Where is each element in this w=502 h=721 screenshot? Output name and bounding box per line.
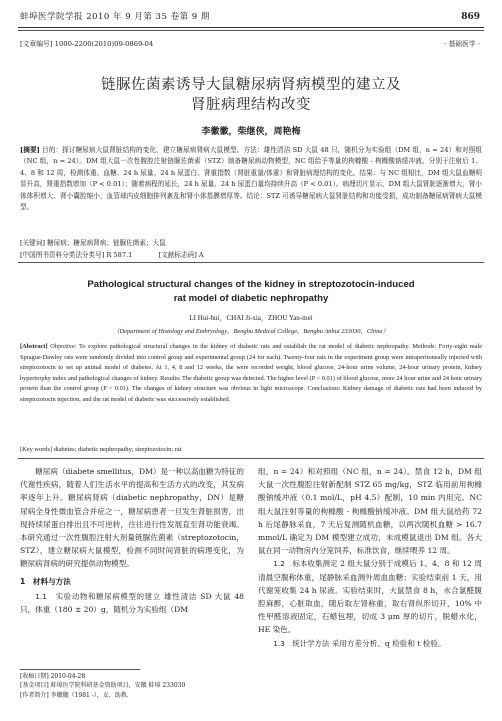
subsection-1-2 <box>258 557 482 636</box>
subsection-1-2-heading: 1.2 标本收集测定 <box>273 559 338 569</box>
subsection-1-1 <box>20 590 244 616</box>
footnote-author: [作者简介] 李徽徽（1981 -），女，助教. <box>20 691 129 699</box>
running-head: 蚌埠医学院学报 2010 年 9 月第 35 卷第 9 期 <box>20 12 210 22</box>
methods-paragraph: 组，n = 24）和对照组（NC 组，n = 24）。禁食 12 h，DM 组大鼠一次性腹腔注射新配制 STZ 65 mg/kg，STZ 临用前用枸橼酸钠缓冲液（0.1 mol/L，pH 4.5）配制，10 min 内用完。NC 组大鼠注射等量的枸橼酸 - 枸橼酸钠缓冲液。DM 组大鼠给药 72 h 后尾静脉采血，7 天后复测随机血糖，以两次随机血糖 > 16.7 mmol/L 确定为 DM 模型建立成功，未成模鼠退出 DM 组。各大鼠在同一动物房内分笼饲养，标准饮食，继续喂养 12 周。 <box>258 467 482 556</box>
footnote-fund: [基金项目] 蚌埠医学院科研基金资助项目，安徽 蚌埠 233030 <box>20 682 186 690</box>
affiliation-en: （Department of Histology and Embryology，Bengbu Medical College，Bengbu Anhui 233030，China） <box>113 328 389 335</box>
classification-zh: [中国图书资料分类法分类号] R 587.1 [文献标志码] A <box>20 251 204 259</box>
keywords-en: [Key words] diabetes; diabetic nephropathy; streptozotocin; rat <box>20 446 182 453</box>
abstract-en <box>20 342 482 406</box>
article-id: [文章编号] 1000-2200(2010)09-0869-04 <box>20 40 154 48</box>
section-heading: 1 材料与方法 <box>20 576 71 586</box>
subsection-1-1-heading: 1.1 实验动物和糖尿病模型的建立 <box>35 591 161 601</box>
abstract-zh <box>20 145 482 213</box>
title-en-line1: Pathological structural changes of the kidney in streptozotocin-induced <box>87 279 415 290</box>
body-rule <box>18 458 484 459</box>
section-rule <box>18 262 484 263</box>
subsection-1-3 <box>258 637 482 650</box>
footnotes <box>20 672 250 700</box>
keywords-zh: [关键词] 糖尿病；糖尿病肾病；链脲佐菌素；大鼠 <box>20 239 166 247</box>
header-rule <box>18 27 484 28</box>
footnote-received: [收稿日期] 2010-04-28 <box>20 673 86 680</box>
page-number: 869 <box>461 12 480 22</box>
authors-en: LI Hui-hui，CHAI Ji-xia，ZHOU Yan-mei <box>189 314 313 322</box>
intro-paragraph: 糖尿病（diabete smellitus，DM）是一种以高血糖为特征的代谢性疾病，随着人们生活水平的提高和生活方式的改变，其发病率逐年上升。糖尿病肾病（diabetic nephropathy，DN）是糖尿病全身性微血管合并症之一，糖尿病患者一旦发生肾脏损害，出现持续尿蛋白排出且不可逆转，往往进行性发展直至肾功能衰竭。本研究通过一次性腹腔注射大剂量链脲佐菌素（streptozotocin，STZ），建立糖尿病大鼠模型，检测不同时间肾脏的病理变化，为糖尿病肾病的研究提供动物模型。 <box>20 467 244 569</box>
subsection-1-3-heading: 1.3 统计学方法 <box>273 638 330 648</box>
title-en-line2: rat model of diabetic nephropathy <box>173 293 329 304</box>
abstract-zh-text: 目的：探讨糖尿病大鼠肾脏结构的变化，建立糖尿病肾病大鼠模型。方法：雄性清洁 SD 大鼠 48 只，随机分为实验组（DM 组，n = 24）和对照组（NC 组，n = 24）。DM 组大鼠一次性腹腔注射链脲佐菌素（STZ）制备糖尿病动物模型，NC 组给予等量的枸橼酸 - 枸橼酸钠缓冲液。分别于注射后 1、4、8 和 12 周，检测体重、血糖、24 h 尿量、24 h 尿蛋白、肾重指数（肾脏重量/体重）和肾脏病理结构的变化。结果：与 NC 组相比，DM 组大鼠血糖明显升高，肾重指数增加（P < 0.01）；随着病程的延长，24 h 尿量、24 h 尿蛋白量均持续升高（P < 0.01）。病理切片显示，DM 组大鼠肾脏逐渐增大，肾小体体积增大、肾小囊腔缩小，血管球内皮细胞排列紊乱和肾小体基膜增厚等。结论：STZ 可诱导糖尿病大鼠肾脏结构和功能受损，成功制备糖尿病肾病大鼠模型。 <box>20 146 482 212</box>
footnote-rule <box>20 669 140 670</box>
abstract-en-text: Objective: To explore pathological structural changes in the kidney of diabetic rats and establish the rat model of diabetic nephropathy. Methods: Forty-eight male Sprague-Dawley rats were randomly divided into control group and experimental group (24 for each). Twenty-four rats in the experiment group were intraperitoneally injected with streptozotocin to set up animal model of diabetes. At 1, 4, 8 and 12 weeks, the were recorded weight, blood glucose, 24-hour urine volume, 24-hour urinary protein, kidney hypertrophy index and pathological changes of kidney. Results: The diabetic group was detected. The higher level (P < 0.01) of blood glucose, more 24 hour urine and 24 hour urinary protein than the control group (P < 0.01). The changes of kidney structure was obvious in light microscope. Conclusions: Kidney damage of diabetic rats had been induced by streptozotocin injection, and the rat model of diabetic was successively established. <box>20 343 482 403</box>
authors-zh: 李徽徽，柴继侠，周艳梅 <box>201 127 301 137</box>
column-label: · 基础医学 · <box>444 40 480 48</box>
subsection-1-3-text: 采用方差分析、q 检验和 t 检验。 <box>331 638 446 648</box>
header-rule-thin <box>18 30 484 31</box>
subsection-1-2-text: 2 组大鼠分别于成模后 1、4、8 和 12 周清晨空腹称体重，尾静脉采血测外周血血糖；实验结束前 1 天，用代谢笼收集 24 h 尿液。实验结束时，大鼠禁食 8 h，水合氯醛腹腔麻醉，心脏取血，随后取左肾称重，取右肾纵形切开，10% 中性甲醛溶液固定，石蜡包埋，切成 3 μm 厚的切片，脱蜡水化，HE 染色。 <box>258 559 482 635</box>
abstract-en-label: [Abstract] <box>20 343 48 350</box>
body-column-left <box>20 465 244 616</box>
title-zh-line2: 肾脏病理结构改变 <box>191 97 311 113</box>
subsection-1-1-text: 雄性清洁 SD 大鼠 48 只，体重（180 ± 20）g，随机分为实验组（DM <box>20 591 245 615</box>
body-column-right <box>258 465 482 650</box>
abstract-zh-label: [摘要] <box>20 146 40 154</box>
title-zh-line1: 链脲佐菌素诱导大鼠糖尿病肾病模型的建立及 <box>101 77 401 93</box>
